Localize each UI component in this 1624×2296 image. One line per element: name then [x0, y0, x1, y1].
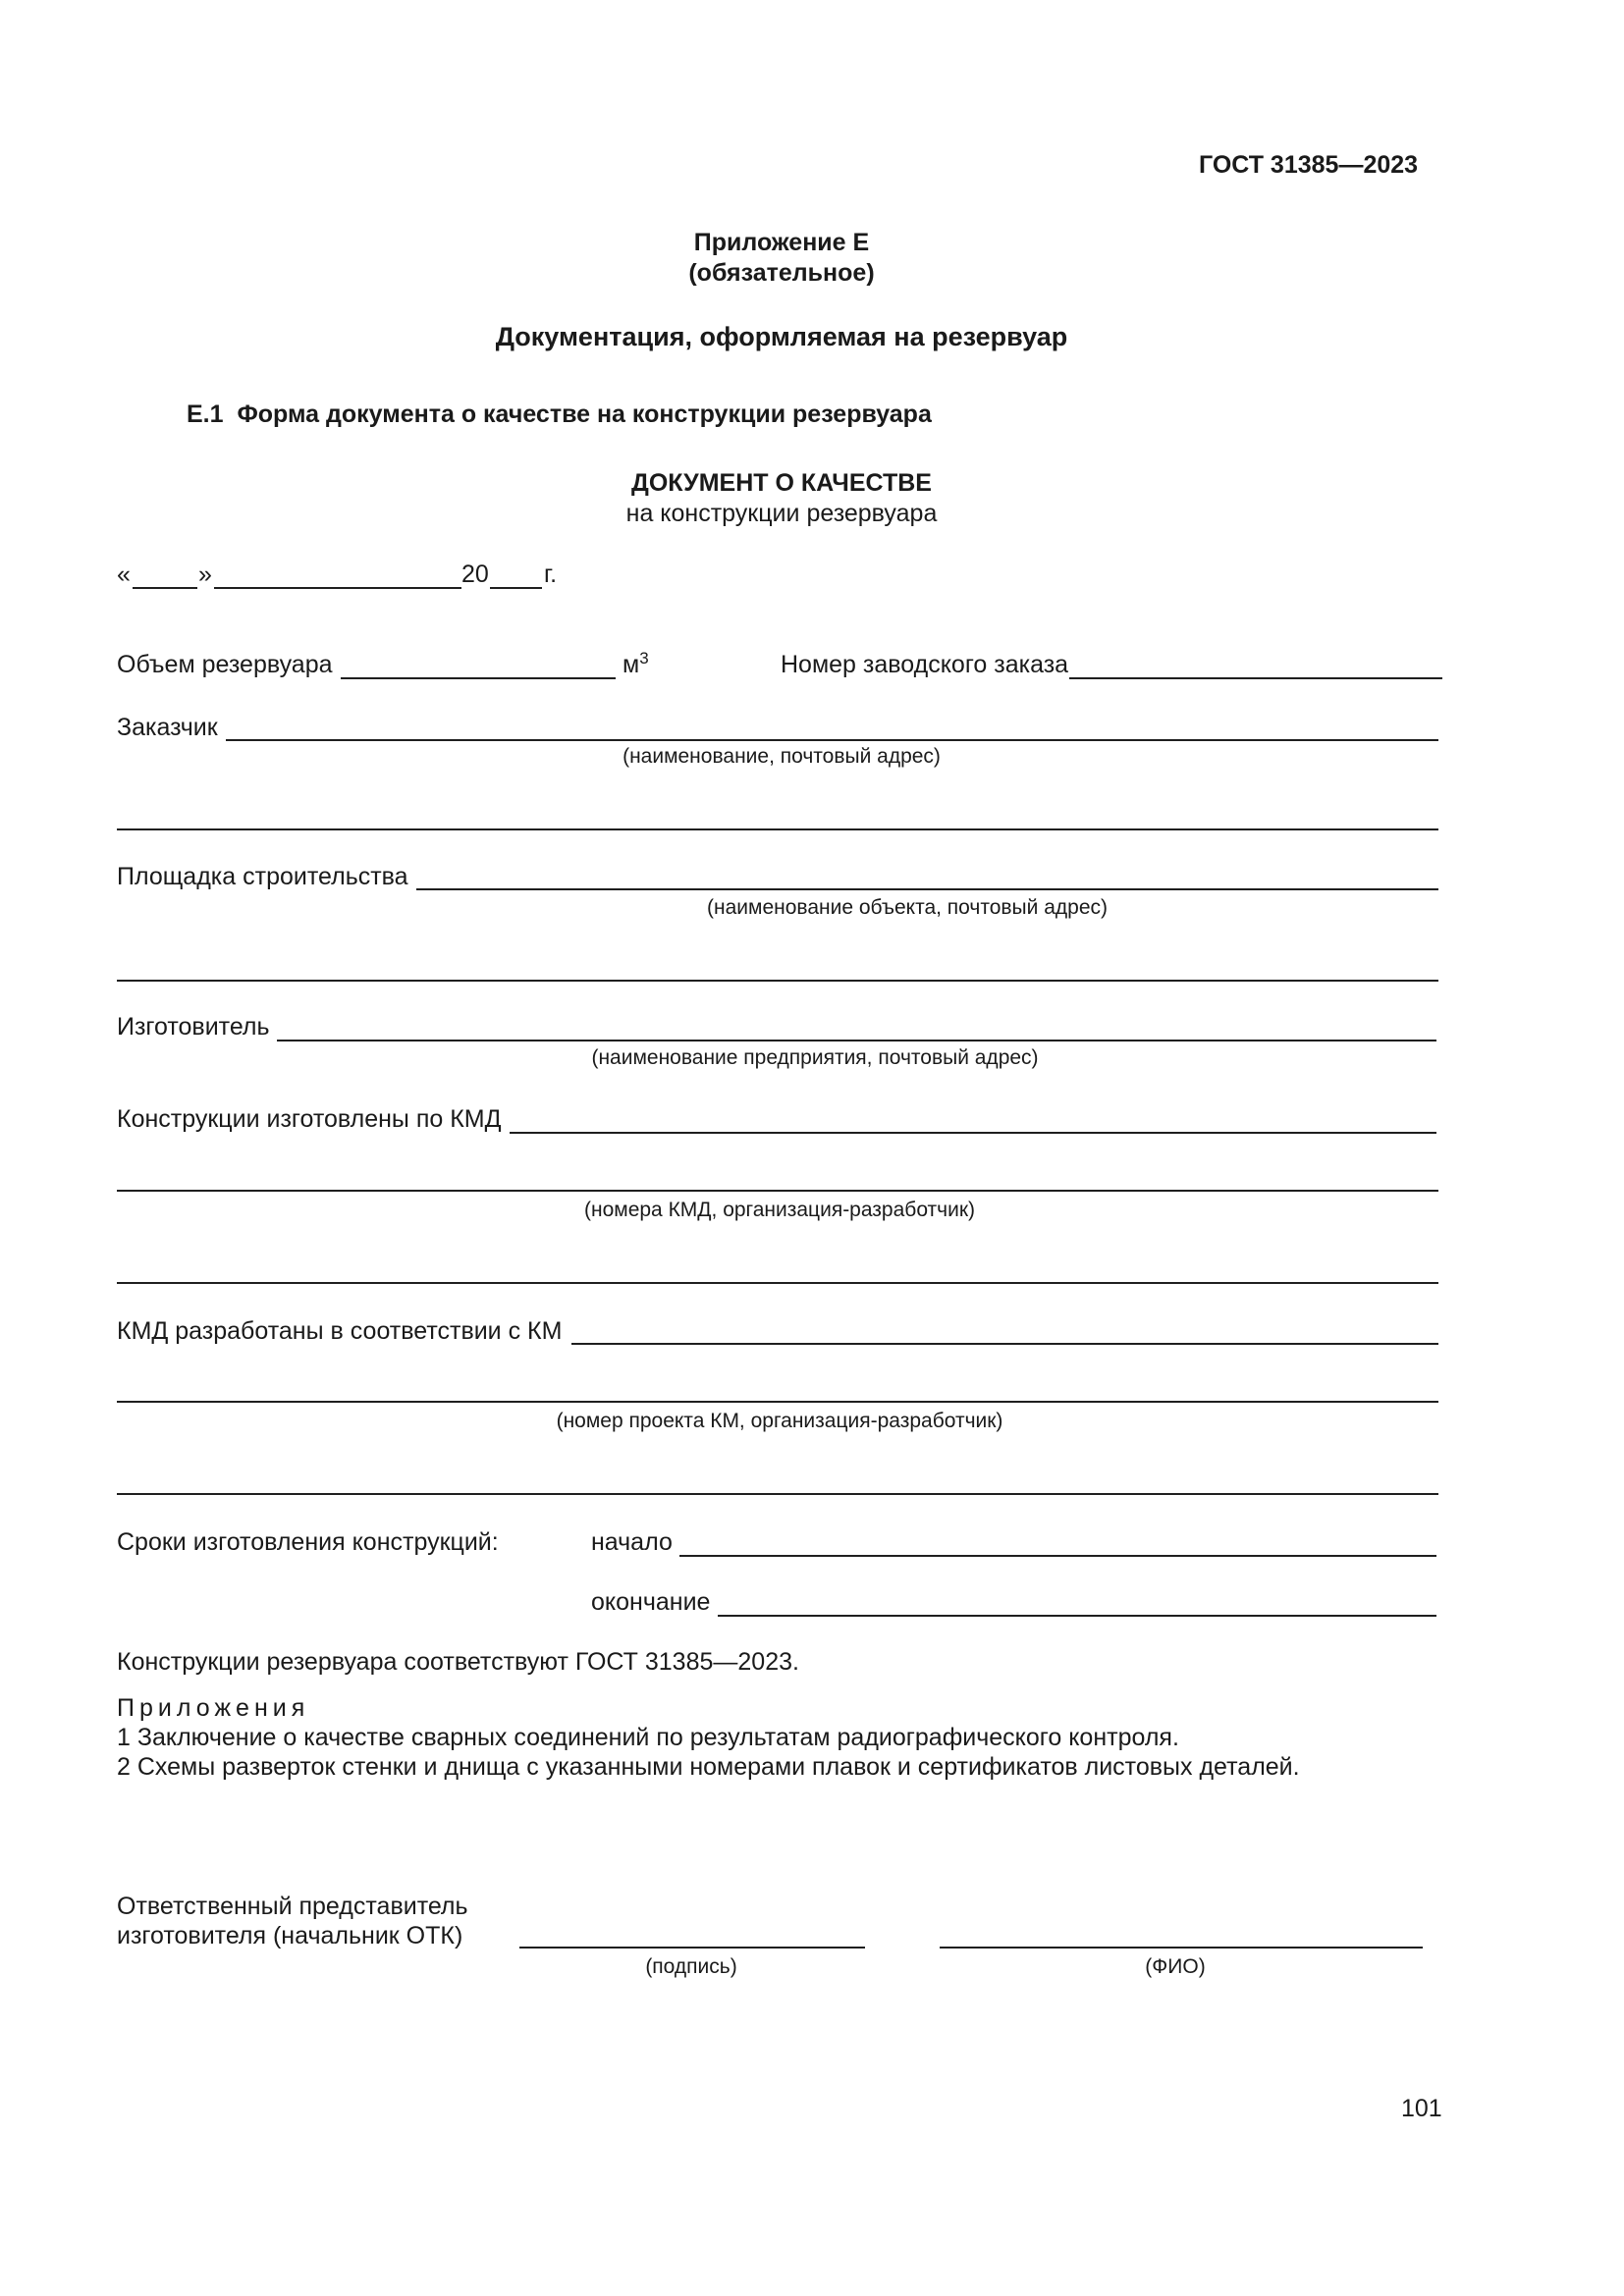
appendix-heading: Документация, оформляемая на резервуар [495, 322, 1068, 351]
date-year-suffix: г. [544, 561, 558, 588]
volume-label: Объем резервуара [117, 651, 333, 678]
kmd-field-line3[interactable] [117, 1282, 1438, 1284]
end-date-field[interactable] [718, 1615, 1436, 1617]
full-name-hint: (ФИО) [1145, 1955, 1206, 1978]
full-name-field[interactable] [940, 1947, 1423, 1949]
site-field[interactable] [416, 888, 1438, 890]
site-label: Площадка строительства [117, 863, 408, 890]
section-title: Форма документа о качестве на конструкции резервуара [237, 400, 932, 428]
date-year-field[interactable] [490, 587, 542, 589]
kmd-hint: (номера КМД, организация-разработчик) [583, 1199, 976, 1221]
appendix-status: (обязательное) [688, 259, 875, 287]
order-number-label: Номер заводского заказа [781, 651, 1069, 678]
document-title: ДОКУМЕНТ О КАЧЕСТВЕ [631, 469, 932, 497]
customer-field[interactable] [226, 739, 1438, 741]
km-hint: (номер проекта КМ, организация-разработчик) [556, 1410, 1003, 1432]
site-field-line2[interactable] [117, 980, 1438, 982]
signature-role-line1: Ответственный представитель [117, 1893, 468, 1920]
km-label: КМД разработаны в соответствии с КМ [117, 1317, 563, 1345]
kmd-field-line2[interactable] [117, 1190, 1438, 1192]
manufacturer-label: Изготовитель [117, 1013, 270, 1041]
date-day-field[interactable] [133, 587, 197, 589]
km-field-line3[interactable] [117, 1493, 1438, 1495]
signature-hint: (подпись) [645, 1955, 737, 1978]
attachment-item-2: 2 Схемы разверток стенки и днища с указанными номерами плавок и сертификатов листовых деталей. [117, 1753, 1300, 1781]
customer-hint: (наименование, почтовый адрес) [623, 745, 941, 768]
standard-number: ГОСТ 31385—2023 [1199, 151, 1419, 179]
section-heading [187, 400, 932, 429]
km-field[interactable] [571, 1343, 1438, 1345]
volume-unit-exponent: 3 [639, 649, 649, 667]
customer-label: Заказчик [117, 714, 218, 741]
manufacturer-hint: (наименование предприятия, почтовый адрес) [591, 1046, 1039, 1069]
volume-unit [623, 650, 649, 679]
page-number: 101 [1401, 2095, 1442, 2122]
date-open-quote: « [117, 561, 131, 588]
manufacturer-field[interactable] [277, 1040, 1436, 1041]
date-year-prefix: 20 [461, 561, 489, 588]
customer-field-line2[interactable] [117, 828, 1438, 830]
kmd-field[interactable] [510, 1132, 1436, 1134]
attachment-item-1: 1 Заключение о качестве сварных соединений по результатам радиографического контроля. [117, 1724, 1179, 1751]
volume-unit-base: м [623, 651, 640, 678]
appendix-title: Приложение Е [693, 229, 870, 256]
km-field-line2[interactable] [117, 1401, 1438, 1403]
order-number-field[interactable] [1069, 677, 1442, 679]
signature-role-line2: изготовителя (начальник ОТК) [117, 1922, 463, 1949]
start-label: начало [591, 1528, 673, 1556]
end-label: окончание [591, 1588, 711, 1616]
section-number: Е.1 [187, 400, 224, 428]
kmd-label: Конструкции изготовлены по КМД [117, 1105, 502, 1133]
volume-field[interactable] [341, 677, 616, 679]
start-date-field[interactable] [679, 1555, 1436, 1557]
date-close-quote: » [198, 561, 212, 588]
attachments-title: Приложения [117, 1694, 310, 1722]
date-month-field[interactable] [214, 587, 461, 589]
site-hint: (наименование объекта, почтовый адрес) [707, 896, 1108, 919]
signature-field[interactable] [519, 1947, 865, 1949]
compliance-statement: Конструкции резервуара соответствуют ГОСТ 31385—2023. [117, 1648, 799, 1676]
document-subtitle: на конструкции резервуара [625, 500, 938, 527]
terms-label: Сроки изготовления конструкций: [117, 1528, 499, 1556]
